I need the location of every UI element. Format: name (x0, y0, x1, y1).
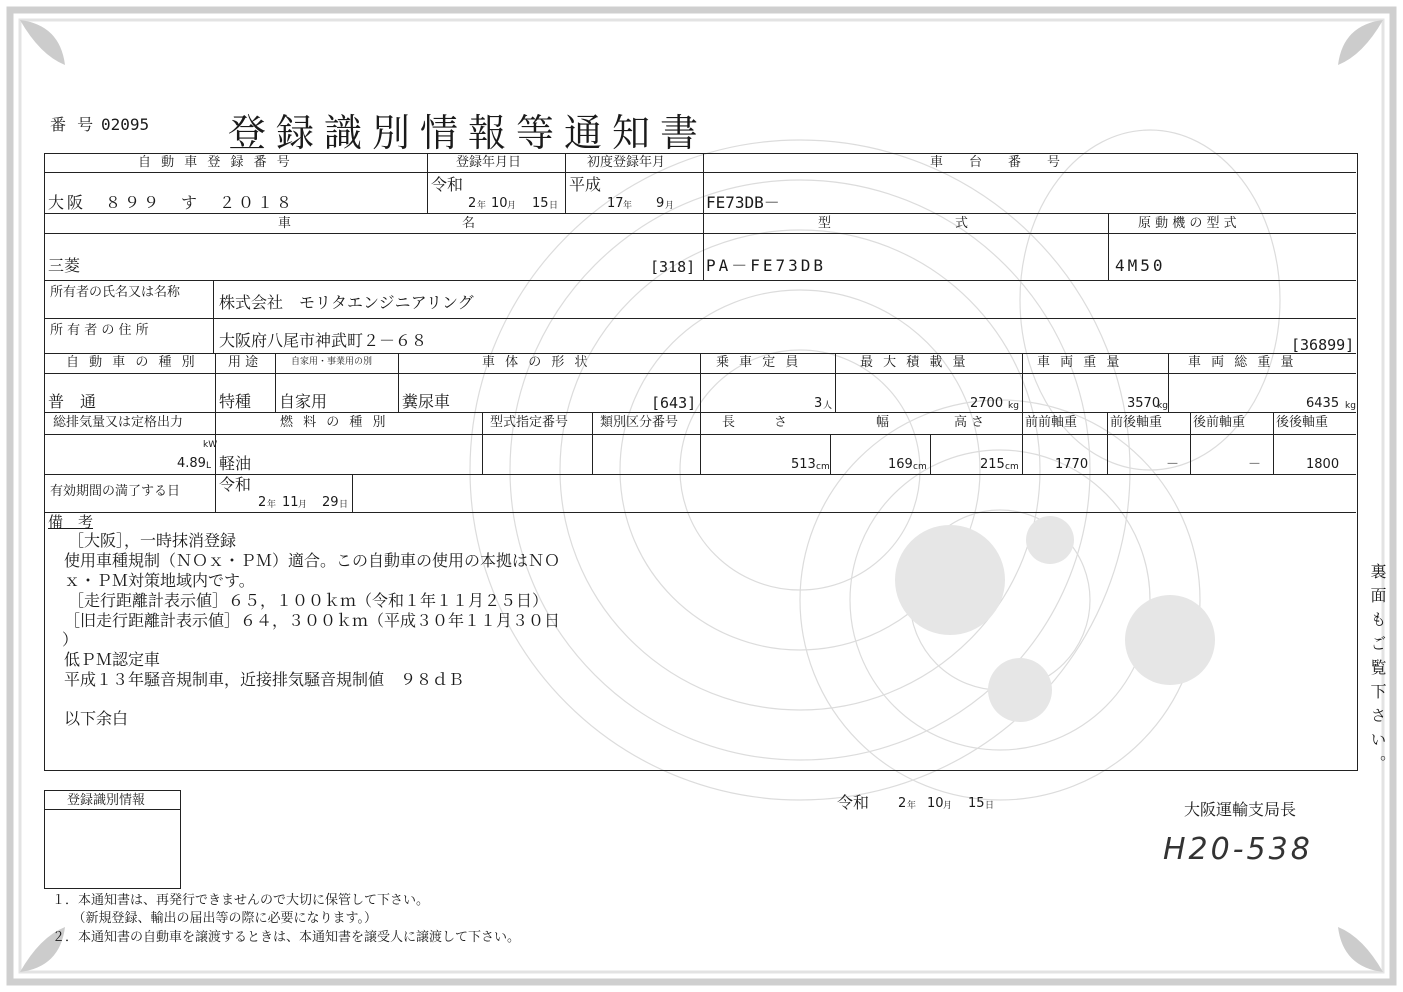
private-value: 自家用 (279, 392, 328, 411)
reg-day: 15 (532, 196, 549, 211)
expiry-label: 有効期間の満了する日 (50, 484, 181, 499)
reg-era: 令和 (431, 175, 464, 194)
max-load-value: 2700 (970, 396, 1004, 411)
owner-address-label: 所 有 者 の 住 所 (50, 323, 149, 338)
body-shape-label: 車 体 の 形 状 (482, 355, 591, 370)
front-front-axle-label: 前前軸重 (1025, 415, 1078, 430)
first-reg-label: 初度登録年月 (587, 155, 666, 170)
body-code: [643] (651, 394, 697, 412)
remark-line: 以下余白 (64, 709, 129, 728)
owner-name: 株式会社 モリタエンジニアリング (219, 293, 474, 312)
remarks-label: 備 考 (48, 513, 94, 531)
issue-day: 15 (968, 796, 985, 811)
capacity-label: 乗 車 定 員 (716, 355, 802, 370)
gross-weight-label: 車 両 総 重 量 (1188, 355, 1297, 370)
id-info-label: 登録識別情報 (67, 793, 146, 808)
reg-no-label: 自 動 車 登 録 番 号 (138, 155, 293, 170)
remark-line: ） (62, 630, 79, 649)
rear-rear-axle-value: 1800 (1306, 457, 1340, 472)
owner-address: 大阪府八尾市神武町２－６８ (219, 331, 428, 350)
rear-rear-axle-label: 後後軸重 (1276, 415, 1329, 430)
car-name-label: 名 (462, 216, 476, 231)
displacement-label: 総排気量又は定格出力 (53, 415, 184, 430)
form-label: 式 (955, 216, 969, 231)
gross-weight-value: 6435 (1306, 396, 1340, 411)
length-value: 513 (791, 457, 816, 472)
vehicle-kind: 普 通 (48, 392, 97, 411)
displacement-value: 4.89 (177, 456, 206, 471)
remark-line: ｘ・ＰＭ対策地域内です。 (64, 571, 255, 590)
vehicle-weight-value: 3570 (1127, 396, 1161, 411)
type-designation-label: 型式指定番号 (490, 415, 569, 430)
height-value: 215 (980, 457, 1005, 472)
model-label: 型 (818, 216, 832, 231)
rear-front-axle-label: 後前軸重 (1193, 415, 1246, 430)
footer-note: ２．本通知書の自動車を譲渡するときは、本通知書を譲受人に譲渡して下さい。 (52, 930, 521, 945)
number-label: 番 号 (50, 115, 97, 134)
use-label: 用 途 (228, 355, 259, 370)
max-load-label: 最 大 積 載 量 (860, 355, 969, 370)
footer-note: １．本通知書は、再発行できませんので大切に保管して下さい。 (52, 893, 430, 908)
number-value: 02095 (101, 115, 150, 134)
height-label: 高 さ (954, 415, 985, 430)
first-reg-year: 17 (607, 196, 624, 211)
address-code: [36899] (1291, 336, 1355, 354)
maker-code: [318] (650, 258, 696, 276)
front-front-axle-value: 1770 (1055, 457, 1089, 472)
remark-line: ［大阪］，一時抹消登録 (68, 531, 237, 550)
first-reg-month: 9 (656, 196, 665, 211)
reg-month: 10 (491, 196, 508, 211)
model-number: PA－FE73DB (706, 256, 827, 275)
vehicle-weight-label: 車 両 重 量 (1037, 355, 1123, 370)
first-reg-era: 平成 (569, 175, 602, 194)
issue-era: 令和 (837, 793, 870, 812)
width-value: 169 (888, 457, 913, 472)
reg-year: 2 (468, 196, 477, 211)
fuel-type-label: 燃 料 の 種 別 (280, 415, 389, 430)
issue-year: 2 (898, 796, 907, 811)
remark-line: 低ＰＭ認定車 (64, 650, 161, 669)
chassis-number: FE73DB－ (706, 193, 780, 212)
use-value: 特種 (219, 392, 252, 411)
width-label: 幅 (876, 415, 890, 430)
engine-type: 4M50 (1115, 256, 1166, 275)
remark-line: ［旧走行距離計表示値］６４，３００ｋｍ（平成３０年１１月３０日 (64, 611, 561, 630)
expiry-year: 2 (258, 495, 267, 510)
footer-note: （新規登録、輸出の届出等の際に必要になります。） (66, 911, 377, 926)
document-title: 登録識別情報等通知書 (228, 111, 709, 155)
owner-name-label: 所有者の氏名又は名称 (50, 285, 181, 300)
body-shape: 糞尿車 (402, 392, 451, 411)
reg-date-label: 登録年月日 (456, 155, 522, 170)
maker: 三菱 (48, 256, 81, 275)
remark-line: 使用車種規制（ＮＯｘ・ＰＭ）適合。この自動車の使用の本拠はＮＯ (64, 551, 561, 570)
private-business-label: 自家用・事業用の別 (291, 357, 373, 367)
handwritten-number: H20-538 (1163, 832, 1313, 867)
registration-number: 大阪 ８９９ す ２０１８ (48, 193, 296, 212)
expiry-day: 29 (322, 495, 339, 510)
capacity-value: 3 (814, 396, 823, 411)
front-rear-axle-value: － (1166, 457, 1180, 472)
side-note: 裏面もご覧下さい。 (1368, 563, 1387, 779)
front-rear-axle-label: 前後軸重 (1110, 415, 1163, 430)
engine-type-label: 原 動 機 の 型 式 (1138, 216, 1237, 231)
rear-front-axle-value: － (1248, 457, 1262, 472)
expiry-era: 令和 (219, 475, 252, 494)
issuer: 大阪運輸支局長 (1184, 800, 1297, 819)
vehicle-kind-label: 自 動 車 の 種 別 (66, 355, 198, 370)
remark-line: ［走行距離計表示値］６５，１００ｋｍ（令和１年１１月２５日） (68, 591, 549, 610)
length-label: 長 さ (722, 415, 788, 430)
fuel-type: 軽油 (219, 454, 252, 473)
expiry-month: 11 (282, 495, 299, 510)
issue-month: 10 (927, 796, 944, 811)
chassis-label: 車 台 番 号 (930, 155, 1061, 170)
remark-line: 平成１３年騒音規制車，近接排気騒音規制値 ９８ｄＢ (64, 670, 465, 689)
car-label: 車 (278, 216, 292, 231)
class-number-label: 類別区分番号 (600, 415, 679, 430)
